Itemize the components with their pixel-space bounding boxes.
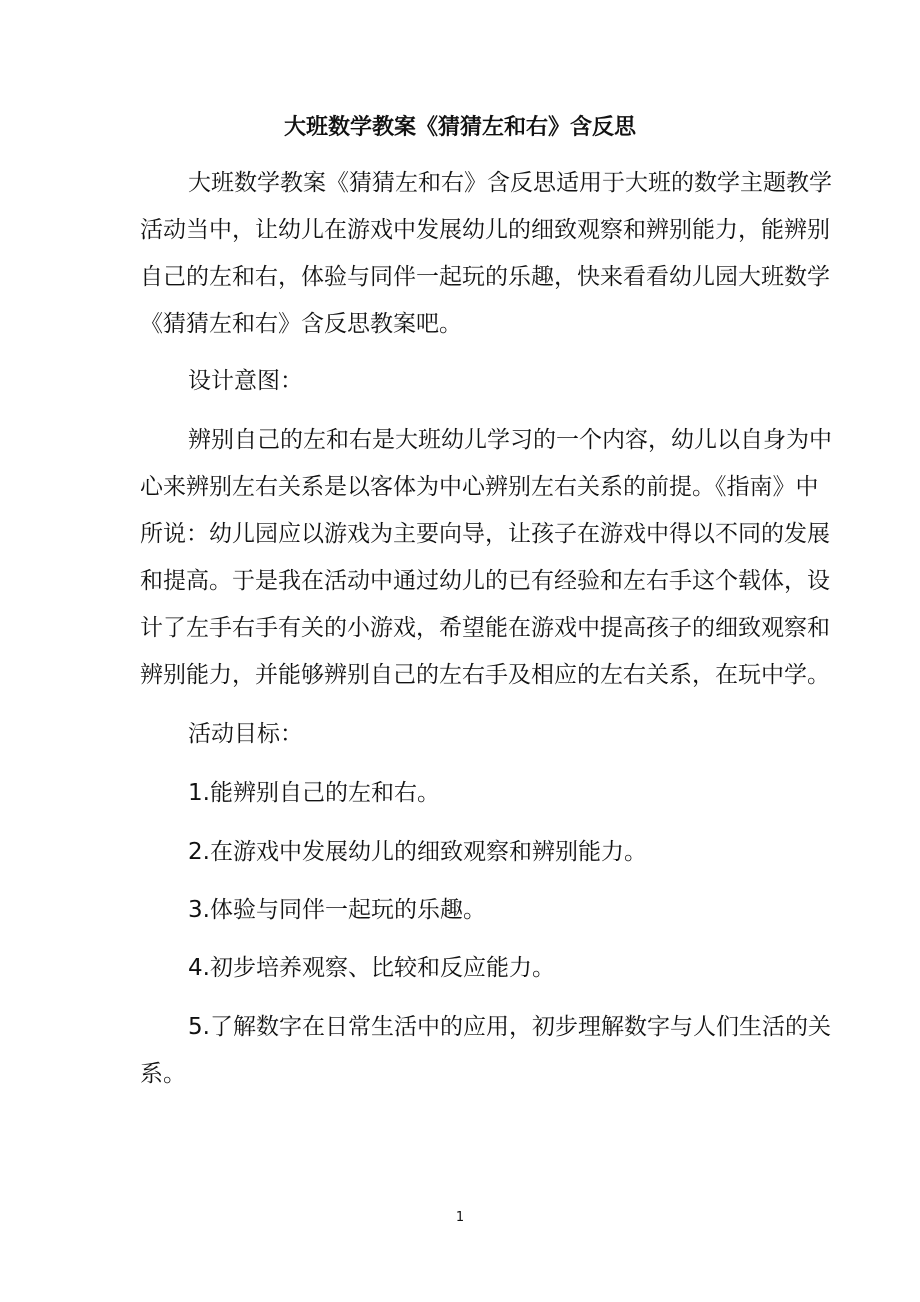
- goal-item: 2.在游戏中发展幼儿的细致观察和辨别能力。: [188, 839, 647, 865]
- document-title: 大班数学教案《猜猜左和右》含反思: [283, 115, 636, 140]
- paragraph-line: 辨别能力，并能够辨别自己的左右手及相应的左右关系，在玩中学。: [140, 662, 830, 688]
- paragraph-line: 所说：幼儿园应以游戏为主要向导，让孩子在游戏中得以不同的发展: [140, 521, 830, 547]
- paragraph-line: 活动当中，让幼儿在游戏中发展幼儿的细致观察和辨别能力，能辨别: [140, 217, 830, 243]
- section-heading: 设计意图：: [188, 368, 303, 394]
- paragraph-line: 《猜猜左和右》含反思教案吧。: [140, 311, 462, 337]
- goal-item: 5.了解数字在日常生活中的应用，初步理解数字与人们生活的关: [188, 1014, 831, 1040]
- page-number: 1: [455, 1210, 465, 1225]
- paragraph-line: 自己的左和右，体验与同伴一起玩的乐趣，快来看看幼儿园大班数学: [140, 264, 830, 290]
- goal-item-continuation: 系。: [140, 1061, 186, 1087]
- goal-item: 3.体验与同伴一起玩的乐趣。: [188, 897, 486, 923]
- goal-item: 1.能辨别自己的左和右。: [188, 780, 440, 806]
- paragraph-line: 大班数学教案《猜猜左和右》含反思适用于大班的数学主题教学: [188, 170, 832, 196]
- paragraph-line: 辨别自己的左和右是大班幼儿学习的一个内容，幼儿以自身为中: [188, 427, 832, 453]
- paragraph-line: 计了左手右手有关的小游戏，希望能在游戏中提高孩子的细致观察和: [140, 615, 830, 641]
- section-heading: 活动目标：: [188, 721, 303, 747]
- goal-item: 4.初步培养观察、比较和反应能力。: [188, 955, 555, 981]
- paragraph-line: 和提高。于是我在活动中通过幼儿的已有经验和左右手这个载体，设: [140, 568, 830, 594]
- paragraph-line: 心来辨别左右关系是以客体为中心辨别左右关系的前提。《指南》中: [140, 474, 819, 500]
